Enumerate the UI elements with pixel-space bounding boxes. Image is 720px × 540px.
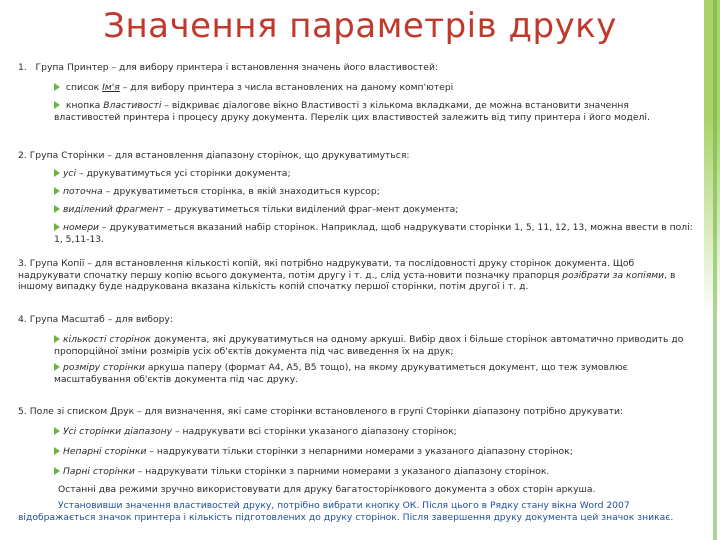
bullet-triangle-icon: [54, 363, 60, 371]
section-5-note: Останні два режими зручно використовувати для друку багатосторінкового документа з обох сторін аркуша.: [58, 484, 596, 495]
section-3-paragraph: 3. Група Копії – для встановлення кількості копій, які потрібно надрукувати, та послідовності друку сторінок документа. Щоб надрукувати спочатку першу копію всього документа, потім другу і т. д., слід уста-новити позначку прапорця розібрати за копіями, в іншому випадку буде надрукована вказана кількість копій спочатку першої сторінки, потім другої і т. д.: [18, 258, 676, 293]
section-2-item-current: поточна – друкуватиметься сторінка, в якій знаходиться курсор;: [54, 186, 694, 198]
bullet-triangle-icon: [54, 447, 60, 455]
bullet-triangle-icon: [54, 223, 60, 231]
section-5-item-even: Парні сторінки – надрукувати тільки сторінки з парними номерами з указаного діапазону сторінок.: [54, 466, 694, 478]
bullet-triangle-icon: [54, 83, 60, 91]
section-4-item-pages-count: кількості сторінок документа, які друкуватимуться на одному аркуші. Вибір двох і більше сторінок автоматично приводить до пропорційної зміни розмірів усіх об'єктів документа під час виведення їх на друк;: [54, 334, 684, 357]
section-2-heading: 2. Група Сторінки – для встановлення діапазону сторінок, що друкуватимуться:: [18, 150, 410, 161]
section-5-item-all-range: Усі сторінки діапазону – надрукувати всі сторінки указаного діапазону сторінок;: [54, 426, 694, 438]
section-2-item-selection: виділений фрагмент – друкуватиметься тільки виділений фраг-мент документа;: [54, 204, 694, 216]
decorative-side-bar: [704, 0, 720, 540]
bullet-triangle-icon: [54, 427, 60, 435]
bullet-triangle-icon: [54, 101, 60, 109]
section-2-item-numbers: номери – друкуватиметься вказаний набір сторінок. Наприклад, щоб надрукувати сторінки 1, 5, 11, 12, 13, можна ввести в полі: 1, 5,11-13.: [54, 222, 693, 245]
slide-title: Значення параметрів друку: [103, 6, 617, 46]
bullet-triangle-icon: [54, 169, 60, 177]
bullet-triangle-icon: [54, 205, 60, 213]
section-1-item-properties: кнопка Властивості – відкриває діалогове вікно Властивості з кількома вкладками, де можна встановити значення властивостей принтера і процесу друку документа. Перелік цих властивостей залежить від типу принтера і його моделі.: [54, 100, 650, 123]
section-4-heading: 4. Група Масштаб – для вибору:: [18, 314, 173, 325]
section-1-heading: 1. Група Принтер – для вибору принтера і встановлення значень його властивостей:: [18, 62, 439, 73]
final-paragraph: Установивши значення властивостей друку, потрібно вибрати кнопку ОК. Після цього в Рядку стану вікна Word 2007 відображається значок принтера і кількість підготовлених до друку сторінок. Після завершення друку документа цей значок зникає.: [18, 500, 674, 523]
bullet-triangle-icon: [54, 335, 60, 343]
section-5-heading: 5. Поле зі списком Друк – для визначення, які саме сторінки встановленого в групі Сторінки діапазону потрібно друкувати:: [18, 406, 624, 417]
bullet-triangle-icon: [54, 187, 60, 195]
section-2-item-all: усі – друкуватимуться усі сторінки документа;: [54, 168, 694, 180]
section-4-item-page-size: розміру сторінки аркуша паперу (формат А4, А5, В5 тощо), на якому друкуватиметься документ, що теж зумовлює масштабування об'єктів документа під час друку.: [54, 362, 628, 385]
bullet-triangle-icon: [54, 467, 60, 475]
section-1-item-name: список Ім'я – для вибору принтера з числа встановлених на даному комп'ютері: [54, 82, 694, 94]
section-5-item-odd: Непарні сторінки – надрукувати тільки сторінки з непарними номерами з указаного діапазону сторінок;: [54, 446, 694, 458]
